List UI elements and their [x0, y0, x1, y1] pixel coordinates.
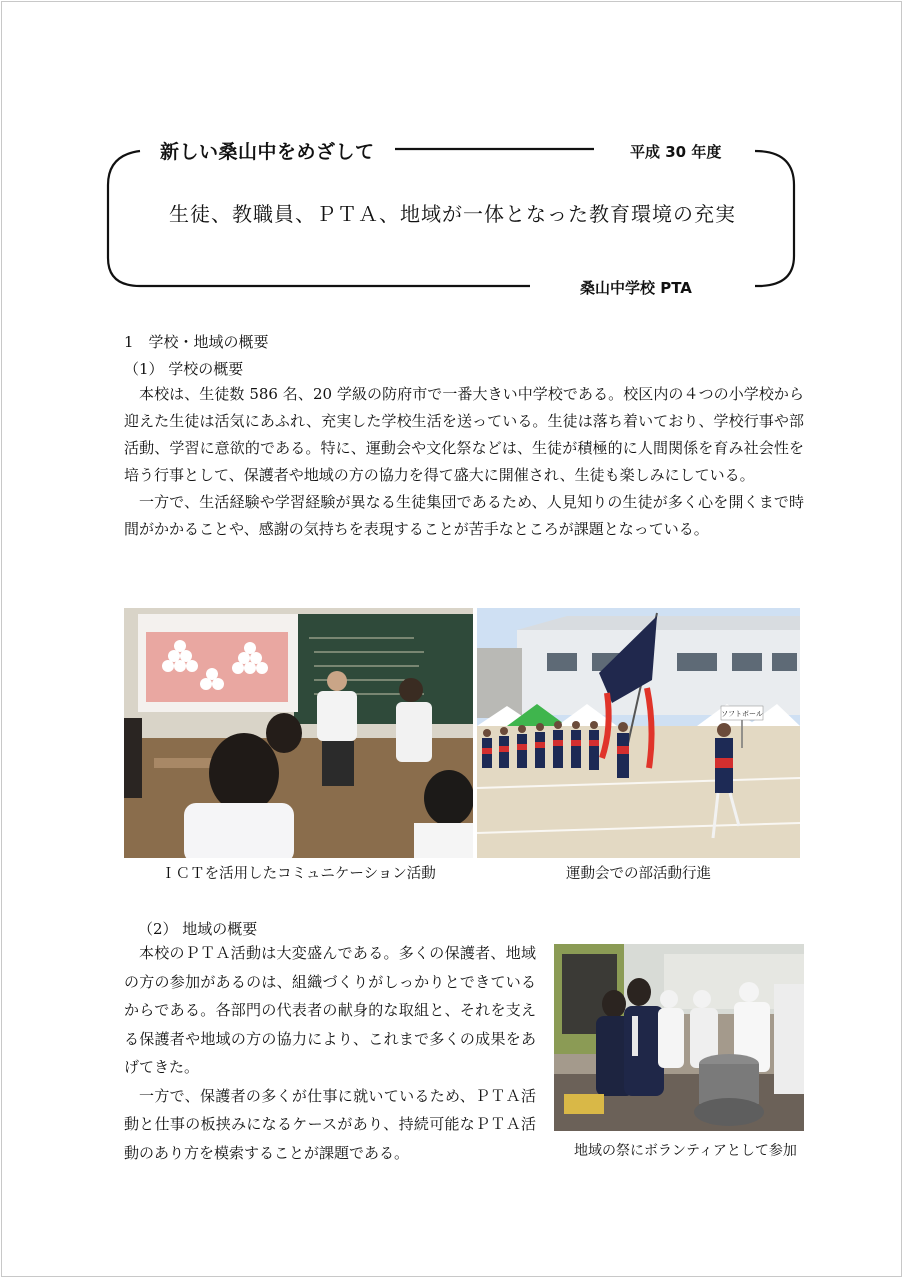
paragraph: 本校は、生徒数 586 名、20 学級の防府市で一番大きい中学校である。校区内の４つの小学校から迎えた生徒は活気にあふれ、充実した学校生活を送っている。生徒は落ち着いており、学校行事や部活動、学習に意欲的である。特に、運動会や文化祭などは、生徒が積極的に人間関係を育み社会性を培う行事として、保護者や地域の方の協力を得て盛大に開催され、生徒も楽しみにしている。 [124, 385, 804, 484]
section-heading: 1 学校・地域の概要 [124, 333, 269, 351]
caption-festival: 地域の祭にボランティアとして参加 [574, 1143, 797, 1159]
caption-classroom: ＩＣＴを活用したコミュニケーション活動 [161, 866, 436, 882]
festival-volunteer-photo [554, 944, 804, 1131]
caption-sports-day: 運動会での部活動行進 [566, 866, 711, 882]
header-title: 新しい桑山中をめざして [160, 141, 375, 163]
community-overview-text [124, 939, 536, 1167]
paragraph: 一方で、保護者の多くが仕事に就いているため、ＰＴＡ活動と仕事の板挟みになるケースがあり、持続可能なＰＴＡ活動のあり方を模索することが課題である。 [124, 1086, 536, 1162]
header-year: 平成 30 年度 [630, 143, 722, 161]
header-motto: 生徒、教職員、ＰＴＡ、地域が一体となった教育環境の充実 [169, 202, 736, 226]
header-organization: 桑山中学校 PTA [580, 279, 692, 297]
school-overview-text [124, 381, 804, 543]
header-frame [0, 0, 905, 300]
paragraph: 本校のＰＴＡ活動は大変盛んである。多くの保護者、地域の方の参加があるのは、組織づくりがしっかりとできているからである。各部門の代表者の献身的な取組と、それを支える保護者や地域の方の協力により、これまで多くの成果をあげてきた。 [124, 944, 536, 1076]
paragraph: 一方で、生活経験や学習経験が異なる生徒集団であるため、人見知りの生徒が多く心を開くまで時間がかかることや、感謝の気持ちを表現することが苦手なところが課題となっている。 [124, 493, 804, 538]
sign-text: ソフトボール [721, 710, 763, 718]
sports-day-photo [477, 608, 800, 858]
classroom-photo [124, 608, 473, 858]
subsection-heading-community: （2） 地域の概要 [138, 920, 258, 938]
subsection-heading-school: （1） 学校の概要 [124, 360, 244, 378]
